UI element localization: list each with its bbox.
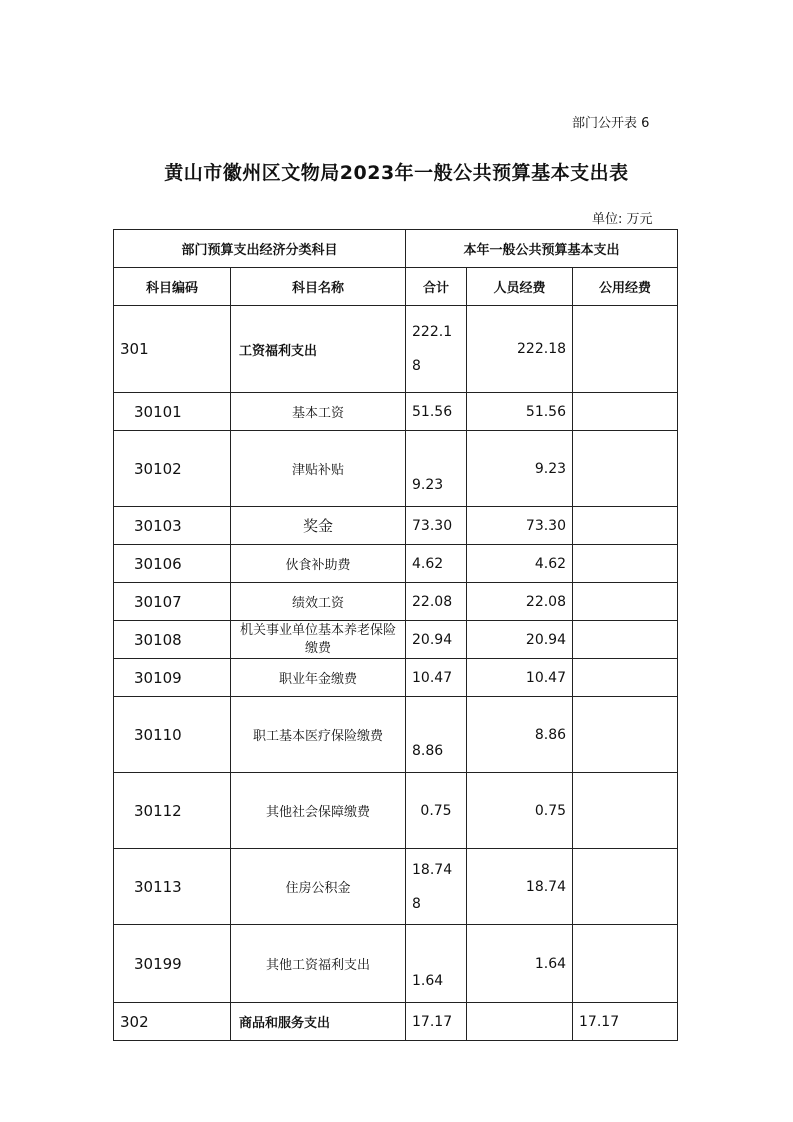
header-personnel: 人员经费 <box>467 268 573 306</box>
row-personnel <box>467 1003 573 1041</box>
table-row <box>114 583 678 621</box>
header-public: 公用经费 <box>573 268 678 306</box>
unit-label: 单位: 万元 <box>592 212 653 227</box>
row-personnel: 1.64 <box>467 925 573 1003</box>
row-code: 30110 <box>114 697 231 773</box>
row-total: 51.56 <box>406 393 467 431</box>
row-personnel: 4.62 <box>467 545 573 583</box>
table-row <box>114 306 678 393</box>
row-total: 4.62 <box>406 545 467 583</box>
row-public <box>573 431 678 507</box>
row-public: 17.17 <box>573 1003 678 1041</box>
header-group-left: 部门预算支出经济分类科目 <box>114 230 406 268</box>
page-title: 黄山市徽州区文物局2023年一般公共预算基本支出表 <box>164 162 629 184</box>
row-total: 8.86 <box>406 697 467 773</box>
row-name: 基本工资 <box>231 393 406 431</box>
header-row <box>114 268 678 306</box>
row-name: 津贴补贴 <box>231 431 406 507</box>
row-name: 其他工资福利支出 <box>231 925 406 1003</box>
table-row <box>114 621 678 659</box>
row-personnel: 9.23 <box>467 431 573 507</box>
row-total: 20.94 <box>406 621 467 659</box>
row-public <box>573 773 678 849</box>
row-public <box>573 925 678 1003</box>
row-code: 30199 <box>114 925 231 1003</box>
doc-label: 部门公开表 6 <box>572 116 650 131</box>
table-row <box>114 849 678 925</box>
row-public <box>573 583 678 621</box>
row-code: 30108 <box>114 621 231 659</box>
row-name: 职工基本医疗保险缴费 <box>231 697 406 773</box>
table-row <box>114 507 678 545</box>
row-public <box>573 306 678 393</box>
row-name-text: 机关事业单位基本养老保险缴费 <box>240 622 397 656</box>
row-name: 奖金 <box>231 507 406 545</box>
row-personnel: 51.56 <box>467 393 573 431</box>
row-name <box>231 621 406 659</box>
budget-table <box>113 229 678 1041</box>
row-public <box>573 659 678 697</box>
row-total: 222.18 <box>406 306 467 393</box>
row-personnel: 22.08 <box>467 583 573 621</box>
row-name: 伙食补助费 <box>231 545 406 583</box>
table-row <box>114 697 678 773</box>
row-name: 工资福利支出 <box>231 306 406 393</box>
row-name: 商品和服务支出 <box>231 1003 406 1041</box>
header-group-right: 本年一般公共预算基本支出 <box>406 230 678 268</box>
row-personnel: 8.86 <box>467 697 573 773</box>
row-total: 73.30 <box>406 507 467 545</box>
table-row <box>114 773 678 849</box>
row-code: 30107 <box>114 583 231 621</box>
row-public <box>573 545 678 583</box>
row-public <box>573 849 678 925</box>
row-code: 30106 <box>114 545 231 583</box>
header-name: 科目名称 <box>231 268 406 306</box>
row-total: 22.08 <box>406 583 467 621</box>
header-total: 合计 <box>406 268 467 306</box>
row-name: 职业年金缴费 <box>231 659 406 697</box>
row-total: 9.23 <box>406 431 467 507</box>
row-total: 10.47 <box>406 659 467 697</box>
row-total: 17.17 <box>406 1003 467 1041</box>
row-code: 30102 <box>114 431 231 507</box>
row-public <box>573 621 678 659</box>
row-public <box>573 507 678 545</box>
table-row <box>114 545 678 583</box>
table-row <box>114 1003 678 1041</box>
row-personnel: 0.75 <box>467 773 573 849</box>
row-code: 30109 <box>114 659 231 697</box>
row-total: 0.75 <box>406 773 467 849</box>
header-group-row <box>114 230 678 268</box>
table-row <box>114 431 678 507</box>
row-personnel: 20.94 <box>467 621 573 659</box>
row-code: 30112 <box>114 773 231 849</box>
row-name: 住房公积金 <box>231 849 406 925</box>
row-code: 30101 <box>114 393 231 431</box>
row-personnel: 222.18 <box>467 306 573 393</box>
row-personnel: 73.30 <box>467 507 573 545</box>
row-code: 30113 <box>114 849 231 925</box>
table-row <box>114 659 678 697</box>
row-total: 18.748 <box>406 849 467 925</box>
row-personnel: 18.74 <box>467 849 573 925</box>
row-code: 30103 <box>114 507 231 545</box>
row-personnel: 10.47 <box>467 659 573 697</box>
table-row <box>114 393 678 431</box>
row-total: 1.64 <box>406 925 467 1003</box>
header-code: 科目编码 <box>114 268 231 306</box>
table-row <box>114 925 678 1003</box>
row-code: 301 <box>114 306 231 393</box>
row-name: 其他社会保障缴费 <box>231 773 406 849</box>
row-public <box>573 393 678 431</box>
row-code: 302 <box>114 1003 231 1041</box>
row-public <box>573 697 678 773</box>
row-name: 绩效工资 <box>231 583 406 621</box>
